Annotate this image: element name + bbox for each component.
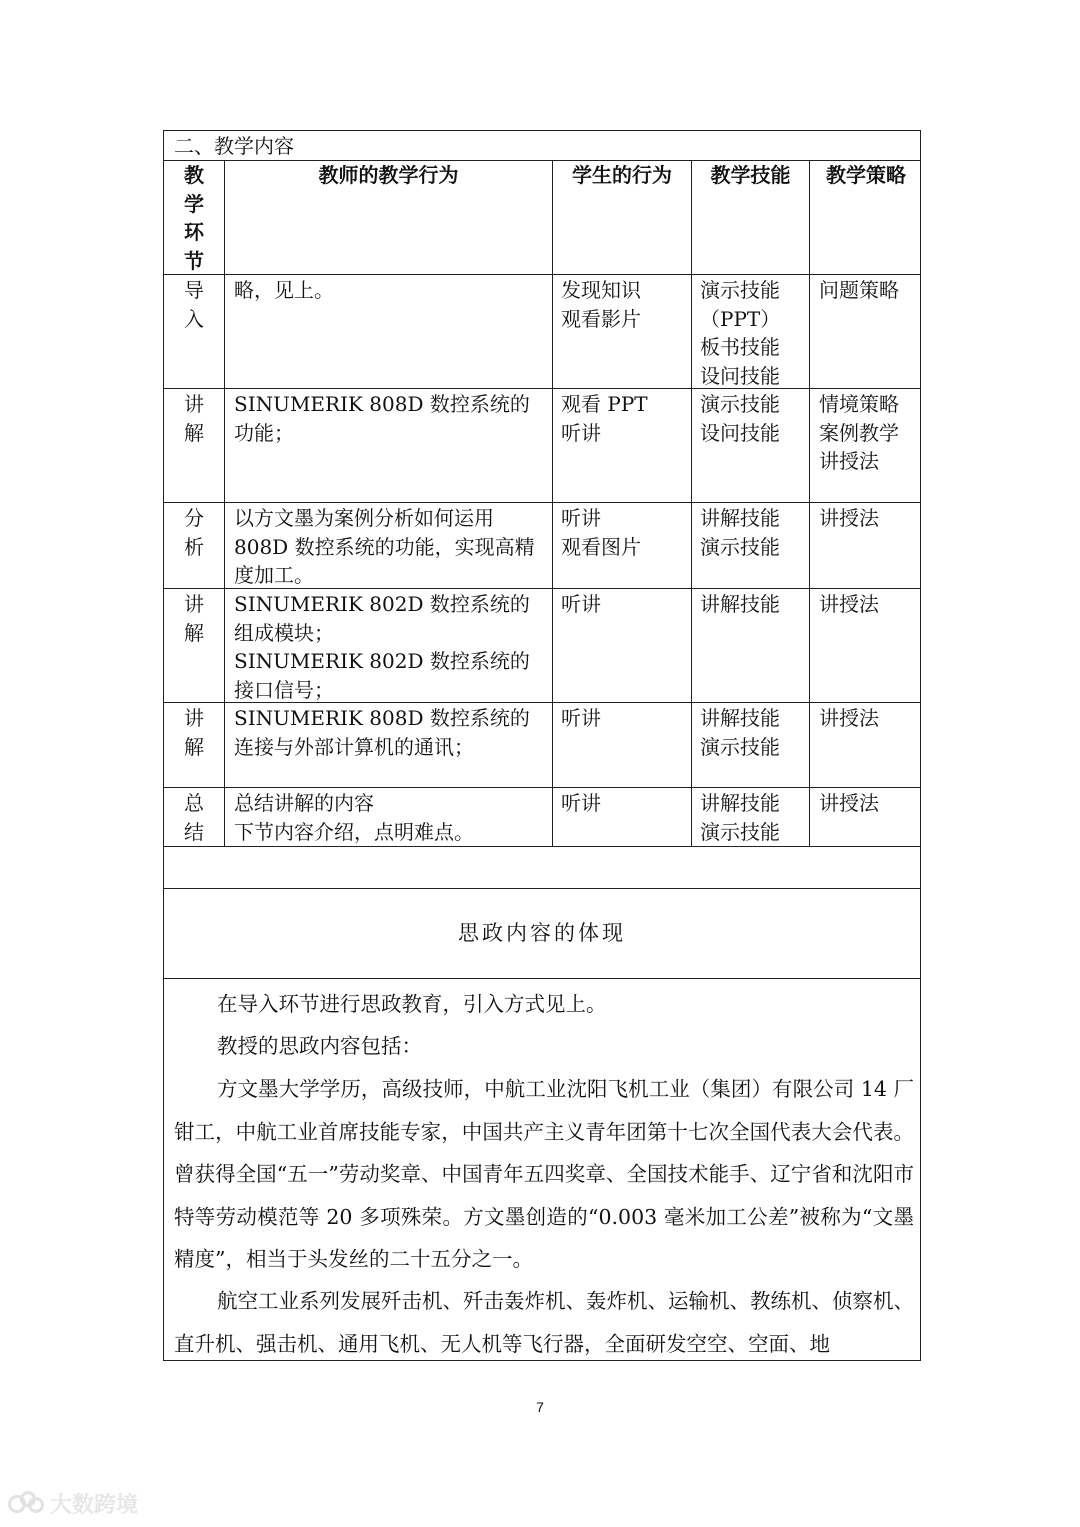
divider [164,978,920,979]
row-strategy: 讲授法 [819,506,879,530]
row-student: 听讲 观看图片 [561,506,641,559]
row-strategy: 讲授法 [819,592,879,616]
ideology-title: 思政内容的体现 [458,921,626,945]
header-stage: 教 学 环 节 [184,163,204,273]
row-teacher: SINUMERIK 808D 数控系统的 功能； [234,392,530,445]
row-student: 听讲 [561,592,601,616]
row-teacher: SINUMERIK 802D 数控系统的 组成模块； SINUMERIK 802D 数控系统的 接口信号； [234,592,530,702]
row-student: 听讲 [561,791,601,815]
row-stage: 讲 解 [184,392,204,445]
row-stage: 导 入 [184,278,204,331]
row-student: 发现知识 观看影片 [561,278,641,331]
row-teacher: 略，见上。 [234,278,334,302]
row-student: 听讲 [561,706,601,730]
header-strategy: 教学策略 [826,163,906,187]
row-skill: 讲解技能 演示技能 [700,706,780,759]
row-teacher: 总结讲解的内容 下节内容介绍，点明难点。 [234,791,474,844]
body-paragraph: 航空工业系列发展歼击机、歼击轰炸机、轰炸机、运输机、教练机、侦察机、直升机、强击机、通用飞机、无人机等飞行器，全面研发空空、空面、地 [174,1289,914,1356]
divider [164,274,920,275]
body-paragraph: 教授的思政内容包括： [217,1034,422,1058]
section-heading: 二、教学内容 [174,134,294,158]
row-stage: 讲 解 [184,706,204,759]
row-skill: 演示技能 （PPT） 板书技能 设问技能 [700,278,781,388]
body-paragraph: 在导入环节进行思政教育，引入方式见上。 [217,992,607,1016]
column-rule [552,160,553,846]
row-teacher: SINUMERIK 808D 数控系统的 连接与外部计算机的通讯； [234,706,530,759]
divider [164,502,920,503]
header-teacher: 教师的教学行为 [318,163,459,187]
column-rule [224,160,225,846]
body-paragraph: 方文墨大学学历，高级技师，中航工业沈阳飞机工业（集团）有限公司 14 厂钳工，中航工业首席技能专家，中国共产主义青年团第十七次全国代表大会代表。曾获得全国“五一”劳动奖章、中国青年五四奖章、全国技术能手、辽宁省和沈阳市特等劳动模范等 20 多项殊荣。方文墨创造的“0.003 毫米加工公差”被称为“文墨精度”，相当于头发丝的二十五分之一。 [174,1077,914,1271]
row-strategy: 情境策略 案例教学 讲授法 [819,392,899,473]
row-student: 观看 PPT 听讲 [561,392,648,445]
row-stage: 讲 解 [184,592,204,645]
row-teacher: 以方文墨为案例分析如何运用 808D 数控系统的功能，实现高精 度加工。 [234,506,535,587]
row-strategy: 问题策略 [819,278,899,302]
header-skill: 教学技能 [710,163,791,187]
watermark [8,1488,138,1519]
row-skill: 讲解技能 [700,592,780,616]
lesson-table [163,130,921,1361]
divider [164,787,920,788]
row-skill: 讲解技能 演示技能 [700,506,780,559]
row-strategy: 讲授法 [819,791,879,815]
divider [164,888,920,889]
row-skill: 演示技能 设问技能 [700,392,780,445]
page-number: 7 [536,1399,544,1415]
divider [164,846,920,847]
row-strategy: 讲授法 [819,706,879,730]
watermark-text: 大数跨境 [50,1493,139,1518]
watermark-logo-icon [8,1491,46,1517]
header-student: 学生的行为 [572,163,672,187]
column-rule [691,160,692,846]
row-skill: 讲解技能 演示技能 [700,791,780,844]
row-stage: 总 结 [184,791,204,844]
row-stage: 分 析 [184,506,204,559]
